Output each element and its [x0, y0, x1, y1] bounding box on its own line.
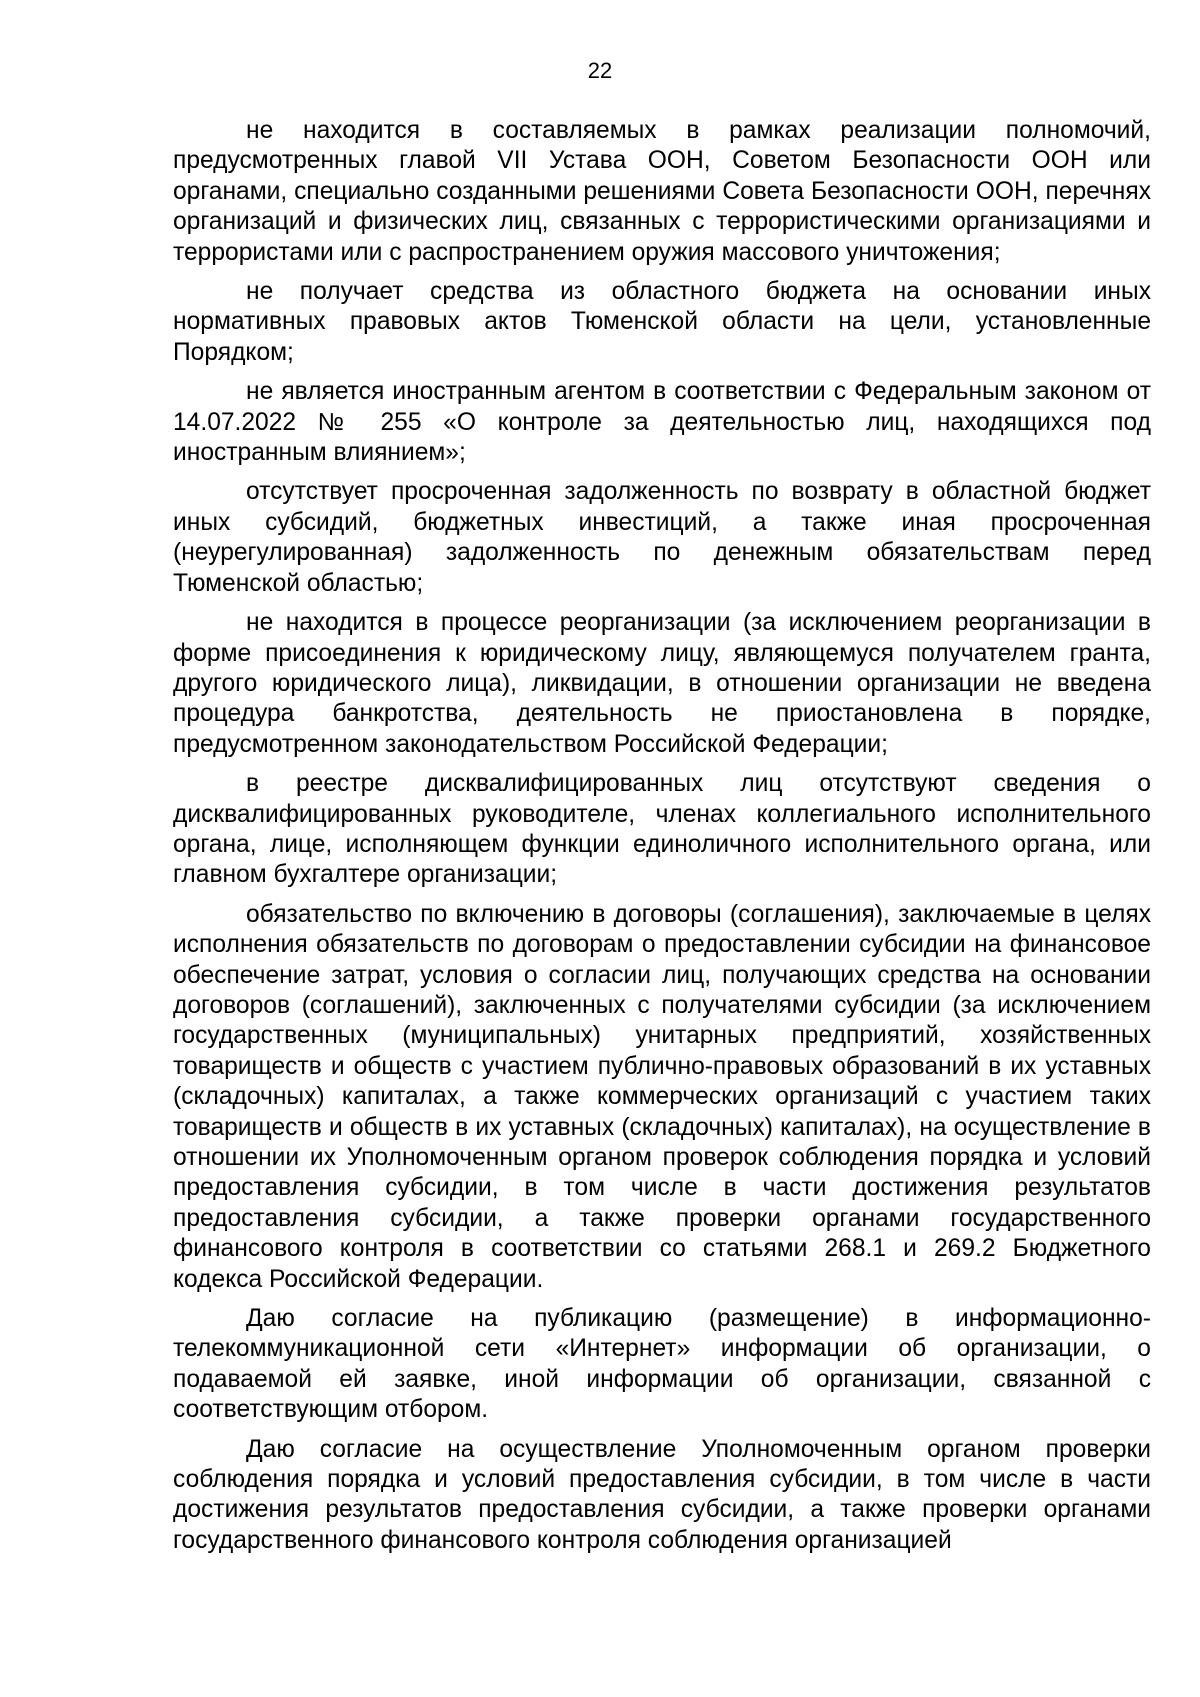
- paragraph-inspection-consent: Даю согласие на осуществление Уполномоченным органом проверки соблюдения порядка и условий предоставления субсидии, в том числе в части достижения результатов предоставления субсидии, а также проверки органами государственного финансового контроля соблюдения организацией: [173, 1435, 1151, 1554]
- paragraph-disqualified-persons: в реестре дисквалифицированных лиц отсутствуют сведения о дисквалифицированных руководителе, членах коллегиального исполнительного органа, лице, исполняющем функции единоличного исполнительного органа, или главном бухгалтере организации;: [173, 770, 1151, 889]
- paragraph-un-sanctions-list: не находится в составляемых в рамках реализации полномочий, предусмотренных главой VII Устава ООН, Советом Безопасности ООН или органами, специально созданными решениями Совета Безопасности ООН, перечнях организаций и физических лиц, связанных с террористическими организациями и террористами или с распространением оружия массового уничтожения;: [173, 117, 1151, 266]
- paragraph-no-overdue-debt: отсутствует просроченная задолженность по возврату в областной бюджет иных субсидий, бюджетных инвестиций, а также иная просроченная (неурегулированная) задолженность по денежным обязательствам перед Тюменской областью;: [173, 478, 1151, 597]
- paragraph-contract-obligation: обязательство по включению в договоры (соглашения), заключаемые в целях исполнения обязательств по договорам о предоставлении субсидии на финансовое обеспечение затрат, условия о согласии лиц, получающих средства на основании договоров (соглашений), заключенных с получателями субсидии (за исключением государственных (муниципальных) унитарных предприятий, хозяйственных товариществ и обществ с участием публично-правовых образований в их уставных (складочных) капиталах, а также коммерческих организаций с участием таких товариществ и обществ в их уставных (складочных) капиталах), на осуществление в отношении их Уполномоченным органом проверок соблюдения порядка и условий предоставления субсидии, в том числе в части достижения результатов предоставления субсидии, а также проверки органами государственного финансового контроля в соответствии со статьями 268.1 и 269.2 Бюджетного кодекса Российской Федерации.: [173, 900, 1151, 1293]
- paragraph-publication-consent: Даю согласие на публикацию (размещение) в информационно-телекоммуникационной сети «Интернет» информации об организации, о подаваемой ей заявке, иной информации об организации, связанной с соответствующим отбором.: [173, 1305, 1151, 1424]
- paragraph-not-foreign-agent: не является иностранным агентом в соответствии с Федеральным законом от 14.07.2022 № 255 «О контроле за деятельностью лиц, находящихся под иностранным влиянием»;: [173, 378, 1151, 467]
- paragraph-no-reorganization: не находится в процессе реорганизации (за исключением реорганизации в форме присоединения к юридическому лицу, являющемуся получателем гранта, другого юридического лица), ликвидации, в отношении организации не введена процедура банкротства, деятельность не приостановлена в порядке, предусмотренном законодательством Российской Федерации;: [173, 609, 1151, 758]
- page-number: 22: [587, 58, 613, 83]
- paragraph-no-regional-funds: не получает средства из областного бюджета на основании иных нормативных правовых актов Тюменской области на цели, установленные Порядком;: [173, 278, 1151, 366]
- document-body: [173, 116, 1151, 1565]
